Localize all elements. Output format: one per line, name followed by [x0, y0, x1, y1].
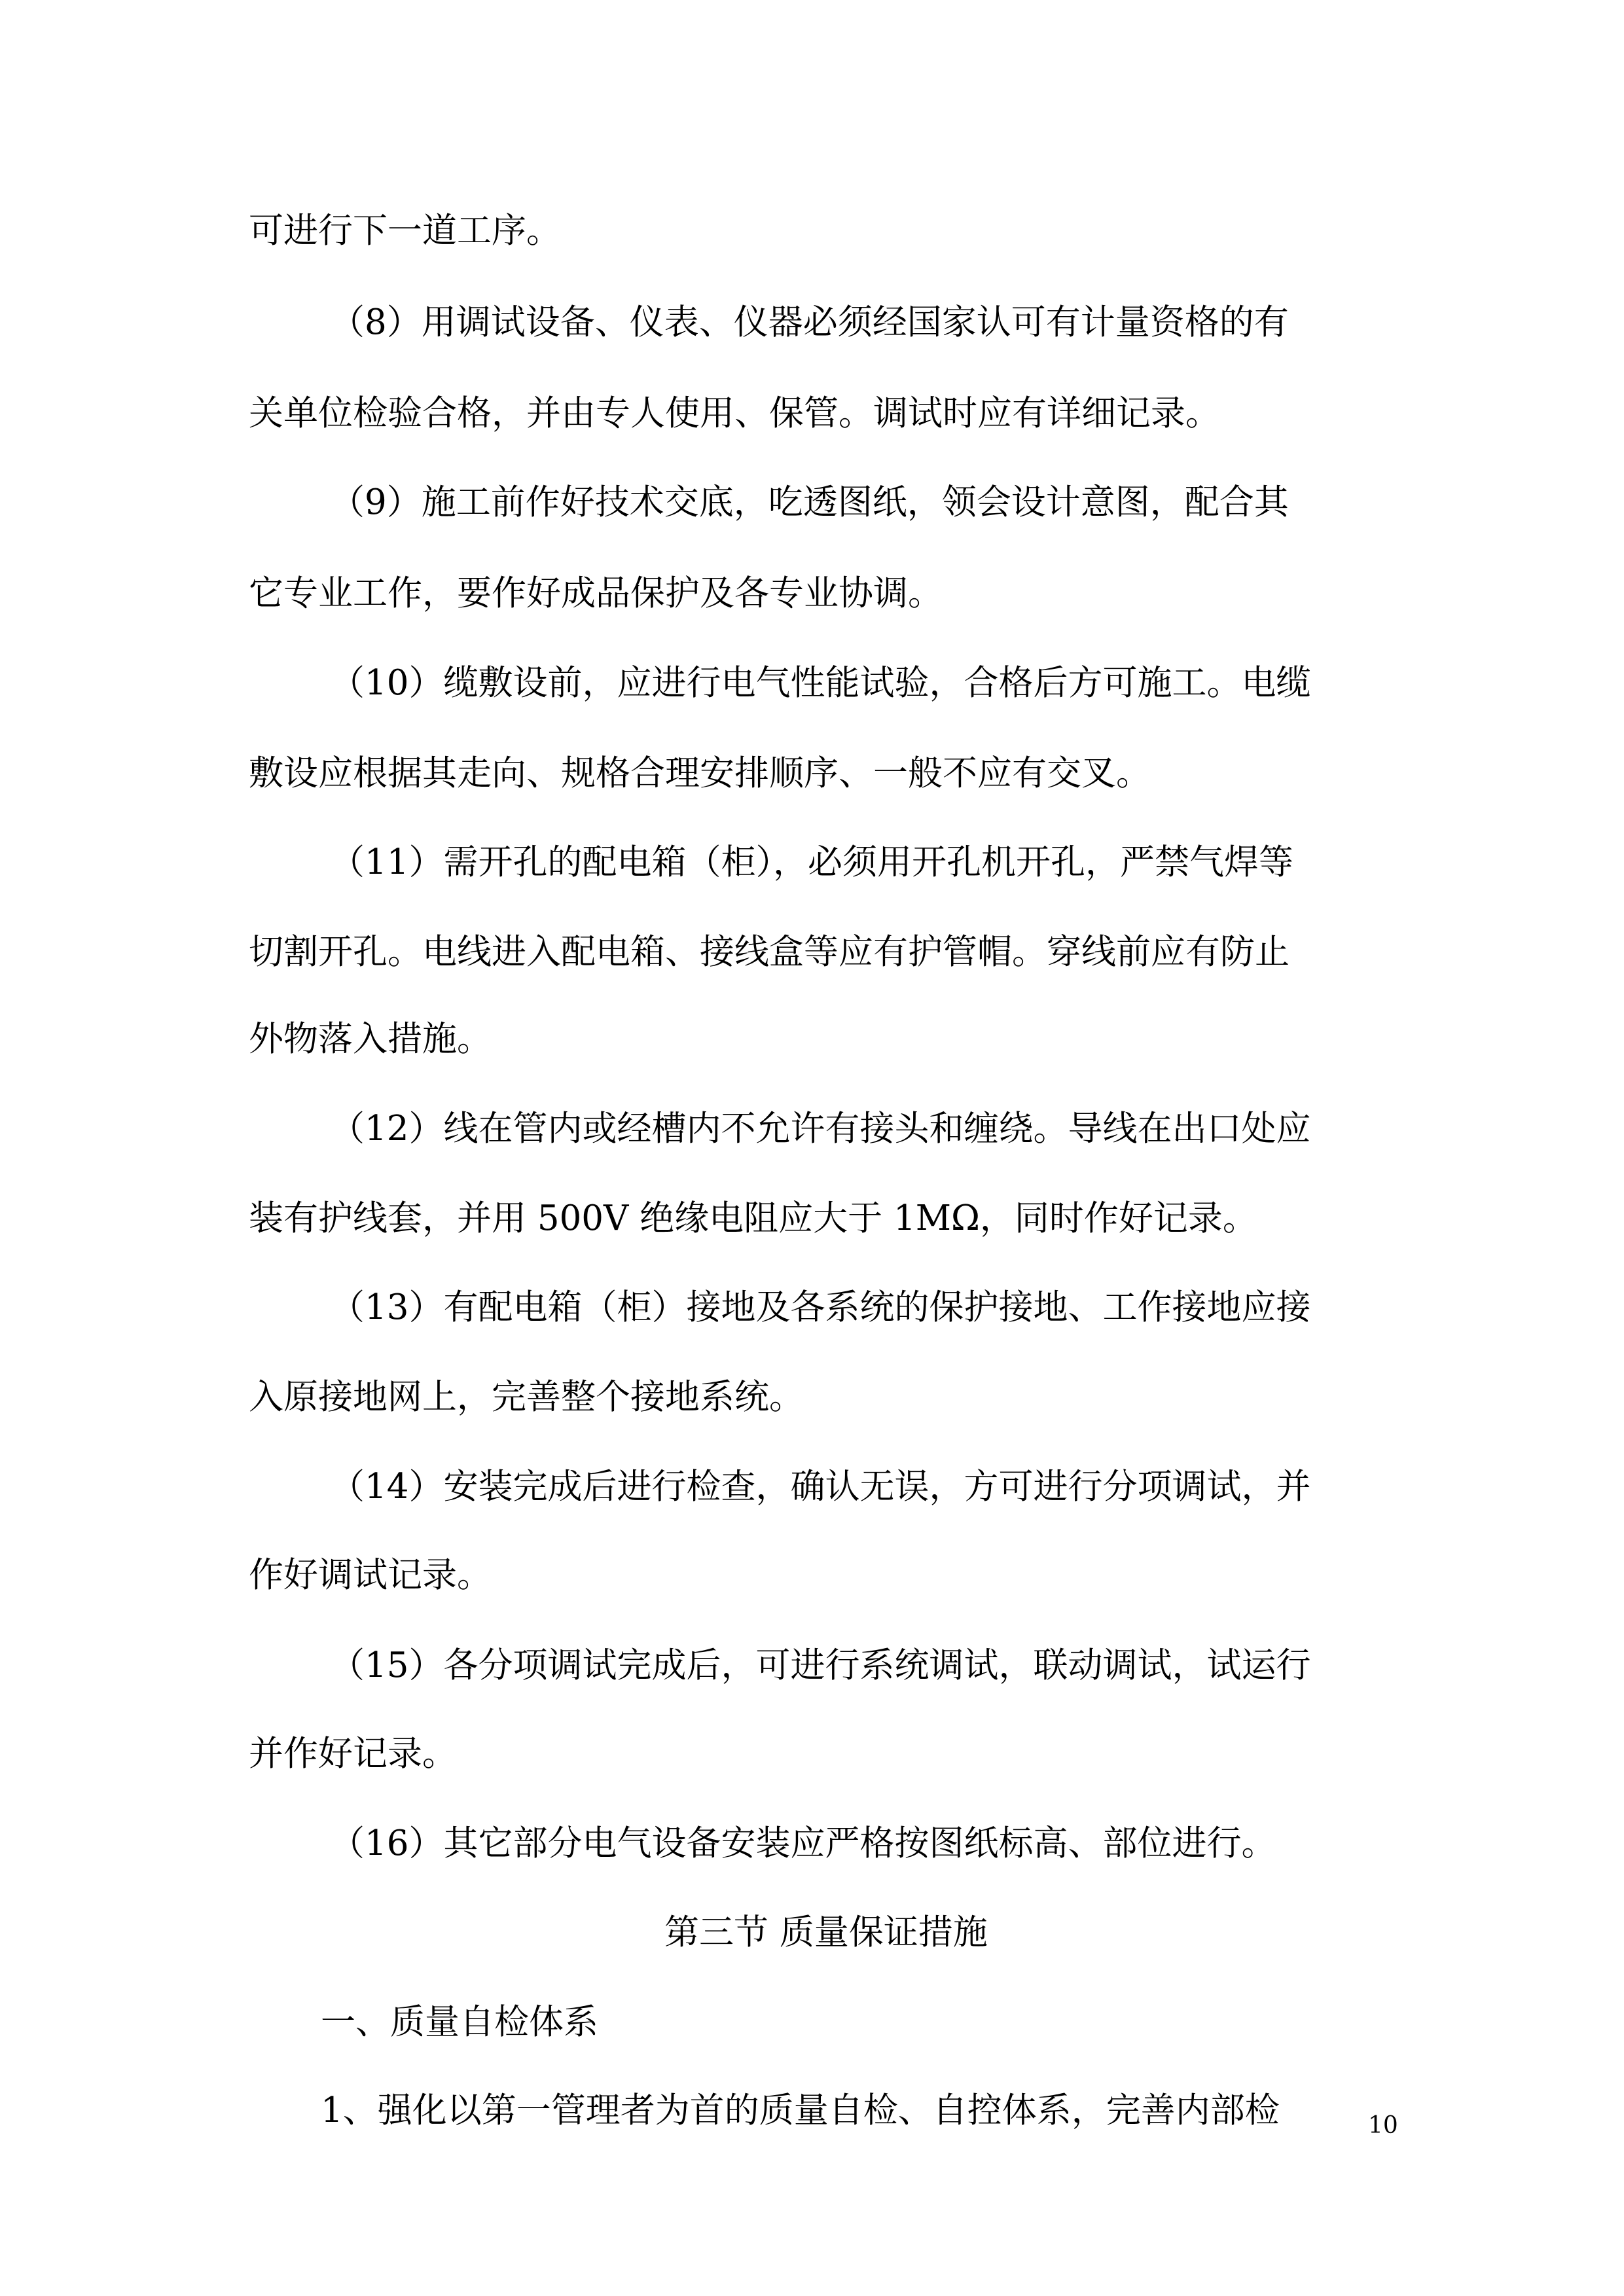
page-number: 10: [1368, 2112, 1398, 2139]
paragraph-line: 作好调试记录。: [249, 1555, 492, 1595]
paragraph-line: （11）需开孔的配电箱（柜），必须用开孔机开孔，严禁气焊等: [330, 842, 1293, 882]
paragraph-line: 敷设应根据其走向、规格合理安排顺序、一般不应有交叉。: [249, 753, 1151, 793]
paragraph-line: （9）施工前作好技术交底，吃透图纸，领会设计意图，配合其: [330, 482, 1289, 522]
section-heading: 第三节 质量保证措施: [664, 1912, 988, 1952]
paragraph-line: 1、强化以第一管理者为首的质量自检、自控体系，完善内部检: [321, 2090, 1280, 2130]
paragraph-line: 切割开孔。电线进入配电箱、接线盒等应有护管帽。穿线前应有防止: [249, 932, 1290, 972]
subsection-heading: 一、质量自检体系: [321, 2002, 598, 2042]
paragraph-line: （12）线在管内或经槽内不允许有接头和缠绕。导线在出口处应: [330, 1109, 1311, 1149]
paragraph-line: （16）其它部分电气设备安装应严格按图纸标高、部位进行。: [330, 1823, 1276, 1863]
paragraph-line: （10）缆敷设前，应进行电气性能试验，合格后方可施工。电缆: [330, 663, 1311, 703]
paragraph-line: 外物落入措施。: [249, 1019, 492, 1059]
paragraph-line: 入原接地网上，完善整个接地系统。: [249, 1377, 804, 1417]
paragraph-line: 并作好记录。: [249, 1734, 457, 1774]
paragraph-line: （14）安装完成后进行检查，确认无误，方可进行分项调试，并: [330, 1467, 1311, 1507]
paragraph-line: （13）有配电箱（柜）接地及各系统的保护接地、工作接地应接: [330, 1287, 1311, 1327]
paragraph-line: （8）用调试设备、仪表、仪器必须经国家认可有计量资格的有: [330, 302, 1289, 342]
paragraph-line: 关单位检验合格，并由专人使用、保管。调试时应有详细记录。: [249, 393, 1220, 433]
paragraph-line: 可进行下一道工序。: [249, 211, 561, 251]
paragraph-line: 它专业工作，要作好成品保护及各专业协调。: [249, 573, 943, 613]
paragraph-line: （15）各分项调试完成后，可进行系统调试，联动调试，试运行: [330, 1645, 1311, 1685]
paragraph-line: 装有护线套，并用 500V 绝缘电阻应大于 1MΩ，同时作好记录。: [249, 1198, 1257, 1238]
